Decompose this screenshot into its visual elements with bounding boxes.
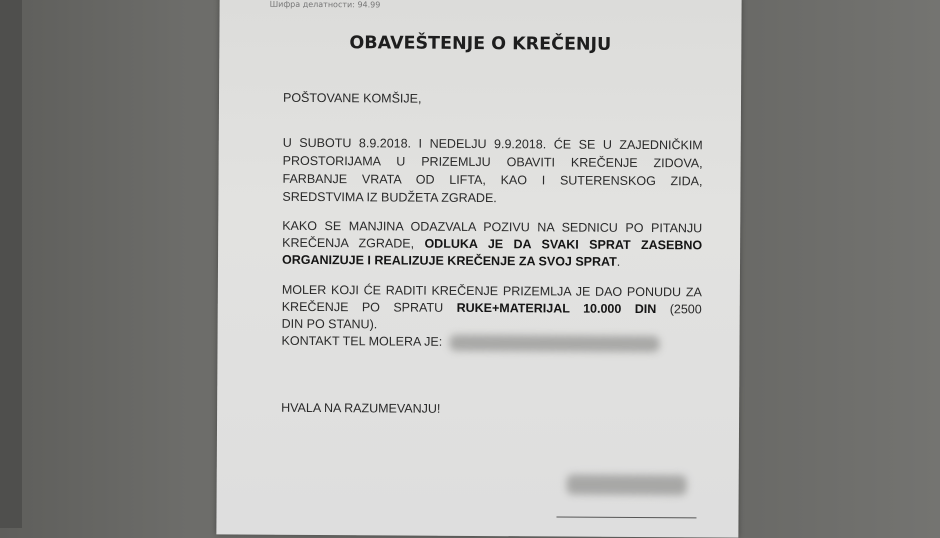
text: KREČENJE PO SPRATU [281,299,457,315]
contact-label: KONTAKT TEL MOLERA JE: [281,333,443,349]
notice-title: OBAVEŠTENJE O KREČENJU [349,33,612,55]
notice-paper [216,0,741,538]
logo [600,0,644,5]
text: U SUBOTU 8.9.2018. I NEDELJU 9.9.2018. ĆE SE U ZAJEDNIČKIM [282,135,703,153]
paragraph1-line [282,172,702,190]
greeting-text: POŠTOVANE KOMŠIJE, [282,90,422,106]
paragraph3-line [282,300,702,318]
text: . [616,254,621,269]
paragraph3-line [282,317,702,335]
paragraph1-line [283,154,703,172]
bold-text: ORGANIZUJE I REALIZUJE KREČENJE ZA SVOJ SPRAT [281,252,617,269]
signature-line [556,516,696,518]
paragraph1-line [282,190,702,208]
paragraph2-line [282,236,702,254]
paragraph2-line [282,253,702,271]
closing-text: HVALA NA RAZUMEVANJU! [281,400,441,416]
text: MOLER KOJI ĆE RADITI KREČENJE PRIZEMLJA JE DAO PONUDU ZA [281,282,702,300]
text: KREČENJA ZGRADE, [282,235,425,251]
text: SREDSTVIMA IZ BUDŽETA ZGRADE. [282,189,497,206]
redacted-signature [567,475,687,496]
text: FARBANJE VRATA OD LIFTA, KAO I SUTERENSKOG ZIDA, [282,171,703,189]
text: KAKO SE MANJINA ODAZVALA POZIVU NA SEDNICU PO PITANJU [282,218,703,236]
text: (2500 [656,302,702,317]
closing [281,401,701,419]
text: DIN PO STANU). [281,316,378,332]
paragraph3-line [282,283,702,301]
paragraph2-line [282,219,702,237]
redacted-phone [449,335,659,352]
text: PROSTORIJAMA U PRIZEMLJU OBAVITI KREČENJE ZIDOVA, [282,153,703,171]
wall-edge [0,0,22,528]
header-activity-code: Шифра делатности: 94.99 [269,0,381,10]
bold-text: RUKE+MATERIJAL 10.000 DIN [456,300,657,317]
paragraph1-line [283,136,703,154]
greeting [283,91,703,109]
bold-text: ODLUKA JE DA SVAKI SPRAT ZASEBNO [424,236,703,253]
